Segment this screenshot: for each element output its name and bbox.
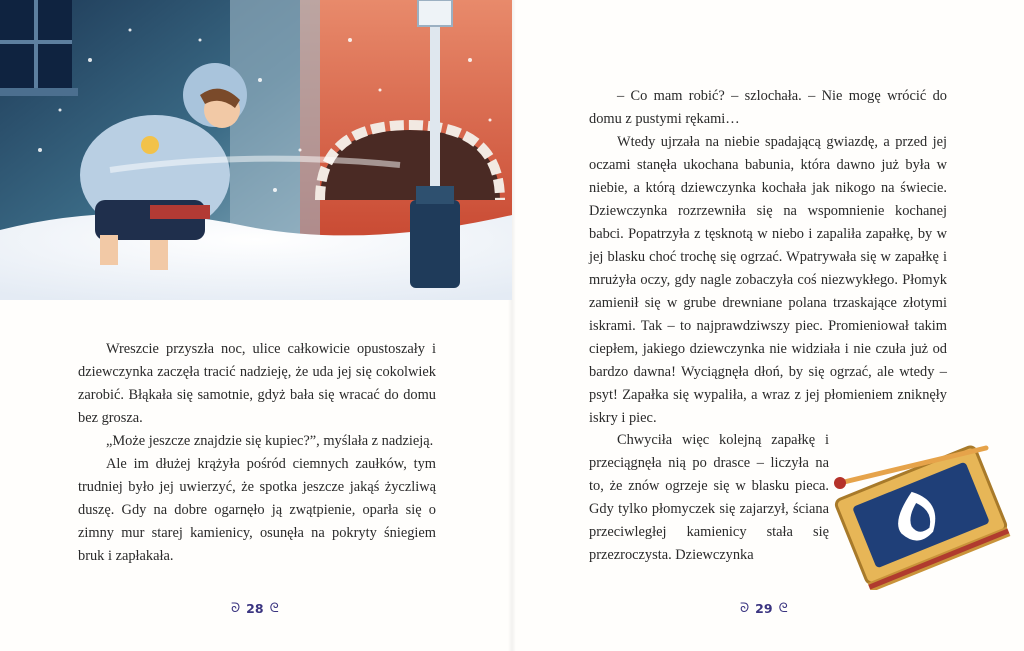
right-page-wrap-text — [589, 429, 829, 567]
window-icon — [0, 0, 78, 96]
winter-street-illustration — [0, 0, 512, 300]
paragraph: Wtedy ujrzała na niebie spadającą gwiazdę, a przed jej oczami stanęła ukochana babunia, która dawno już była w niebie, a którą dziewczynka kochała jak nikogo na świecie. Dziewczynka rozrzewniła się na wspomnienie kochanej babci. Popatrzyła z tęsknotą w niebo i zapaliła zapałkę, by w jej blasku choć trochę się ogrzać. Wpatrywała się w zapałkę i mrużyła oczy, gdy nagle zobaczyła coś niezwykłego. Płomyk zamienił się w grube drewniane polana trzaskające złotymi iskrami. Tak – to najprawdziwszy piec. Promieniował takim ciepłem, jakiego dziewczynka nie widziała i nie czuła już od bardzo dawna! Wyciągnęła dłoń, by się ogrzać, ale wtedy – psyt! Zapałka się wypaliła, a wraz z jej płomieniem zniknęły iskry i piec. — [589, 134, 947, 426]
page-number-left — [231, 601, 279, 616]
ornament-icon: ᘓ — [778, 601, 788, 616]
paragraph: Ale im dłużej krążyła pośród ciemnych zaułków, tym trudniej było jej uwierzyć, że spotka jeszcze jakąś życzliwą duszę. Gdy na dobre ogarnęło ją zwątpienie, oparła się o zimny mur starej kamienicy, osunęła na pokryty śniegiem bruk i zapłakała. — [78, 456, 436, 564]
paragraph: – Co mam robić? – szlochała. – Nie mogę wrócić do domu z pustymi rękami… — [589, 88, 947, 127]
paragraph: Chwyciła więc kolejną zapałkę i przeciągnęła nią po drasce – liczyła na to, że znów ogrzeje się w blasku pieca. Gdy tylko płomyczek się zajarzył, ściana przeciwległej kamienicy stała się przezroczysta. Dziewczynka — [589, 432, 829, 563]
ornament-icon: ᘓ — [269, 601, 279, 616]
paragraph: Wreszcie przyszła noc, ulice całkowicie opustoszały i dziewczynka zaczęła tracić nadzieję, że uda jej się cokolwiek zarobić. Błąkała się samotnie, gdyż bała się wracać do domu bez grosza. — [78, 341, 436, 426]
paragraph: „Może jeszcze znajdzie się kupiec?”, myślała z nadzieją. — [106, 433, 434, 449]
page-number-right — [740, 601, 788, 616]
matchbox-illustration — [826, 430, 1016, 590]
right-page-text — [589, 85, 947, 430]
page-number: 29 — [755, 601, 773, 616]
page-number: 28 — [246, 601, 264, 616]
left-page-text — [78, 338, 436, 568]
ornament-icon: ᘐ — [740, 601, 750, 616]
ornament-icon: ᘐ — [231, 601, 241, 616]
